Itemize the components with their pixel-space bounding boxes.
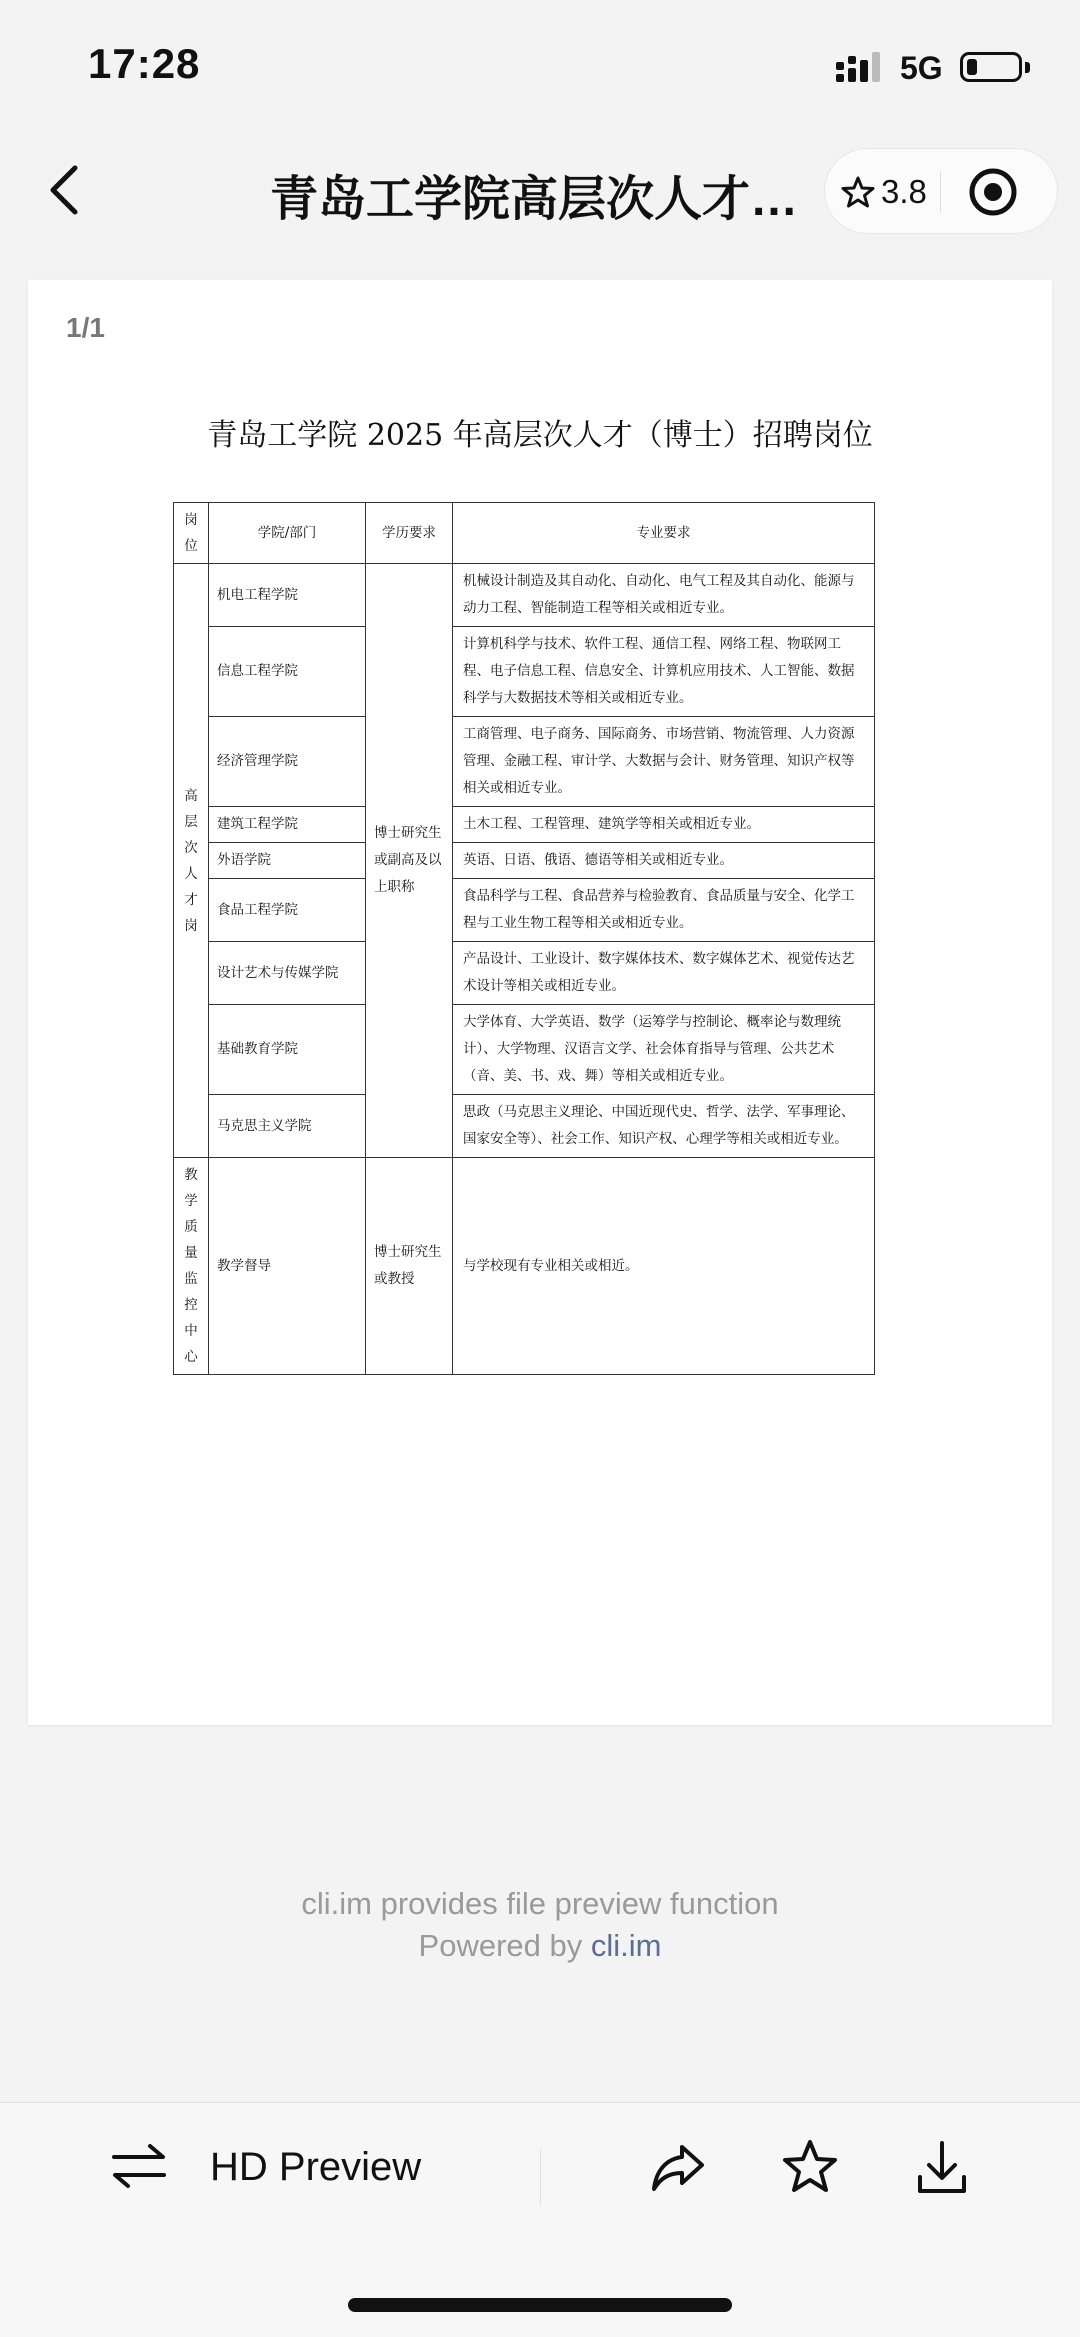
rating-value: 3.8 [881, 173, 927, 210]
target-button[interactable] [963, 162, 1023, 222]
post-cell: 教学质量监控中心 [174, 1158, 209, 1375]
dept-cell: 外语学院 [209, 843, 366, 879]
table-row [174, 942, 875, 1005]
battery-tip [1025, 62, 1030, 73]
dept-cell: 信息工程学院 [209, 627, 366, 717]
major-cell: 工商管理、电子商务、国际商务、市场营销、物流管理、人力资源管理、金融工程、审计学、大数据与会计、财务管理、知识产权等相关或相近专业。 [453, 717, 875, 807]
table-row [174, 879, 875, 942]
header-major: 专业要求 [453, 503, 875, 564]
swap-arrows-icon[interactable] [108, 2141, 170, 2191]
powered-by [0, 1928, 1080, 1964]
header-post: 岗位 [174, 503, 209, 564]
download-icon[interactable] [912, 2137, 972, 2197]
table-row [174, 717, 875, 807]
major-cell: 土木工程、工程管理、建筑学等相关或相近专业。 [453, 807, 875, 843]
major-cell: 大学体育、大学英语、数学（运筹学与控制论、概率论与数理统计）、大学物理、汉语言文学、社会体育指导与管理、公共艺术（音、美、书、戏、舞）等相关或相近专业。 [453, 1005, 875, 1095]
page-indicator: 1/1 [66, 312, 105, 343]
major-cell: 食品科学与工程、食品营养与检验教育、食品质量与安全、化学工程与工业生物工程等相关或相近专业。 [453, 879, 875, 942]
signal-icon [836, 52, 888, 86]
recruitment-table [173, 502, 875, 1375]
favorite-star-icon[interactable] [780, 2137, 840, 2197]
dept-cell: 机电工程学院 [209, 564, 366, 627]
dept-cell: 经济管理学院 [209, 717, 366, 807]
table-row [174, 1095, 875, 1158]
hd-preview-button[interactable]: HD Preview [210, 2145, 422, 2189]
chevron-left-icon [47, 162, 81, 218]
rating-button[interactable] [841, 149, 927, 235]
header-dept: 学院/部门 [209, 503, 366, 564]
education-cell: 博士研究生或教授 [366, 1158, 453, 1375]
header-education: 学历要求 [366, 503, 453, 564]
dept-cell: 设计艺术与传媒学院 [209, 942, 366, 1005]
share-icon[interactable] [648, 2137, 708, 2197]
document-title: 青岛工学院 2025 年高层次人才（博士）招聘岗位 [207, 418, 873, 453]
status-time: 17:28 [88, 40, 201, 87]
table-row [174, 564, 875, 627]
table-header-row [174, 503, 875, 564]
major-cell: 与学校现有专业相关或相近。 [453, 1158, 875, 1375]
table-row [174, 1005, 875, 1095]
major-cell: 思政（马克思主义理论、中国近现代史、哲学、法学、军事理论、国家安全等）、社会工作、知识产权、心理学等相关或相近专业。 [453, 1095, 875, 1158]
table-row [174, 843, 875, 879]
major-cell: 计算机科学与技术、软件工程、通信工程、网络工程、物联网工程、电子信息工程、信息安全、计算机应用技术、人工智能、数据科学与大数据技术等相关或相近专业。 [453, 627, 875, 717]
toolbar-divider [540, 2149, 541, 2205]
document-page[interactable] [28, 280, 1052, 1725]
major-cell: 机械设计制造及其自动化、自动化、电气工程及其自动化、能源与动力工程、智能制造工程等相关或相近专业。 [453, 564, 875, 627]
network-type: 5G [900, 50, 943, 86]
major-cell: 产品设计、工业设计、数字媒体技术、数字媒体艺术、视觉传达艺术设计等相关或相近专业。 [453, 942, 875, 1005]
dept-cell: 教学督导 [209, 1158, 366, 1375]
header-capsule [824, 148, 1058, 234]
powered-by-link[interactable]: cli.im [590, 1928, 662, 1963]
capsule-divider [940, 171, 941, 213]
dept-cell: 建筑工程学院 [209, 807, 366, 843]
page-title: 青岛工学院高层次人才… [270, 173, 799, 226]
table-row [174, 807, 875, 843]
star-icon [841, 175, 875, 209]
preview-notice: cli.im provides file preview function [301, 1886, 779, 1921]
table-row [174, 627, 875, 717]
powered-by-prefix: Powered by [418, 1928, 591, 1963]
back-button[interactable] [36, 155, 92, 225]
dept-cell: 基础教育学院 [209, 1005, 366, 1095]
status-bar [0, 0, 1080, 130]
home-indicator[interactable] [348, 2298, 732, 2312]
target-icon [967, 166, 1019, 218]
battery-icon [960, 52, 1022, 82]
dept-cell: 食品工程学院 [209, 879, 366, 942]
education-cell: 博士研究生或副高及以上职称 [366, 564, 453, 1158]
dept-cell: 马克思主义学院 [209, 1095, 366, 1158]
table-row [174, 1158, 875, 1375]
major-cell: 英语、日语、俄语、德语等相关或相近专业。 [453, 843, 875, 879]
post-cell: 高层次人才岗 [174, 564, 209, 1158]
